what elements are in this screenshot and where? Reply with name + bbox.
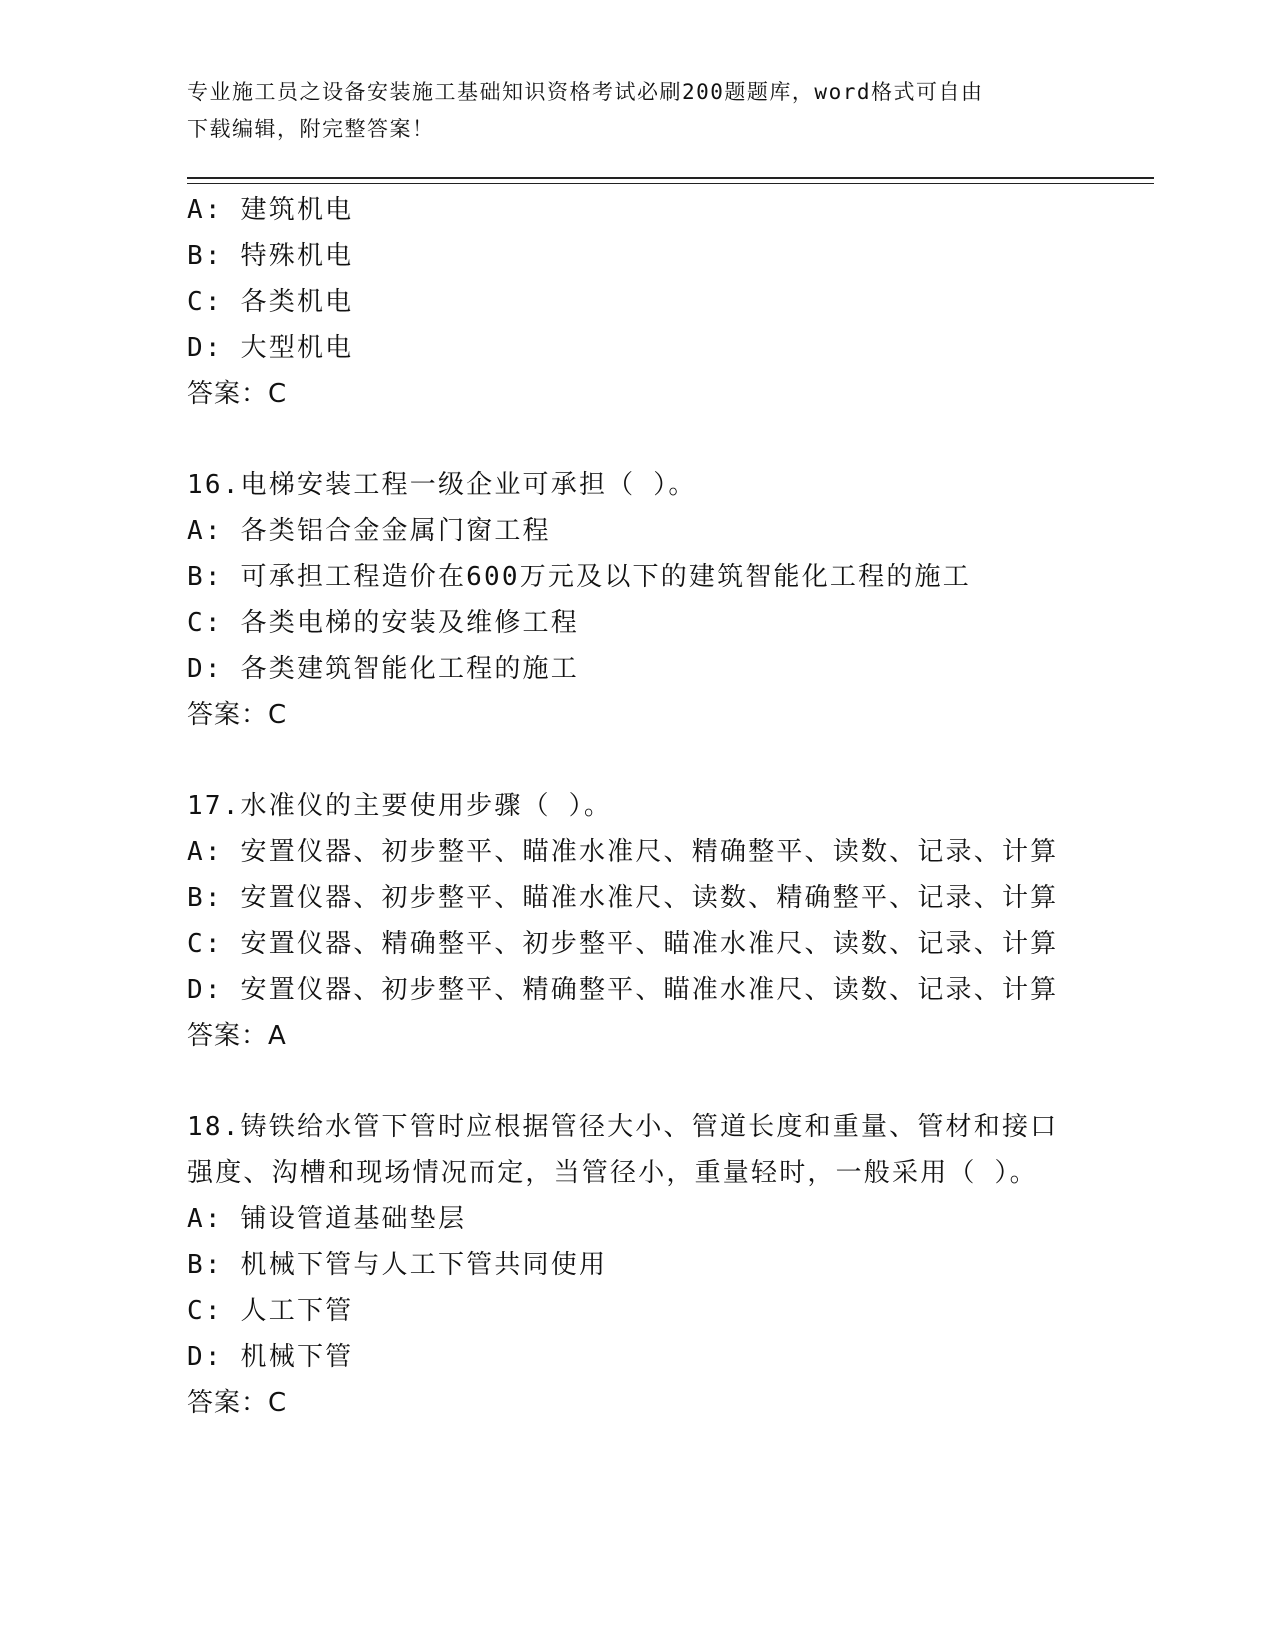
question-stem: 18.铸铁给水管下管时应根据管径大小、管道长度和重量、管材和接口 [187, 1112, 1059, 1142]
question-stem-continued: 强度、沟槽和现场情况而定，当管径小，重量轻时，一般采用（ ）。 [187, 1158, 1038, 1188]
option-a: A: 铺设管道基础垫层 [187, 1204, 467, 1234]
block-spacer [187, 417, 1087, 462]
option-b: B: 特殊机电 [187, 241, 354, 271]
header-line-1: 专业施工员之设备安装施工基础知识资格考试必刷200题题库，word格式可自由 [187, 80, 984, 104]
question-list [187, 187, 1087, 1426]
option-b: B: 可承担工程造价在600万元及以下的建筑智能化工程的施工 [187, 562, 971, 592]
option-b: B: 安置仪器、初步整平、瞄准水准尺、读数、精确整平、记录、计算 [187, 883, 1059, 913]
option-c: C: 人工下管 [187, 1296, 354, 1326]
option-d: D: 安置仪器、初步整平、精确整平、瞄准水准尺、读数、记录、计算 [187, 975, 1059, 1005]
option-a: A: 安置仪器、初步整平、瞄准水准尺、精确整平、读数、记录、计算 [187, 837, 1059, 867]
block-spacer [187, 738, 1087, 783]
header-divider-thick [187, 177, 1154, 179]
option-c: C: 各类机电 [187, 287, 354, 317]
option-b: B: 机械下管与人工下管共同使用 [187, 1250, 608, 1280]
block-spacer [187, 1059, 1087, 1104]
header-line-2: 下载编辑，附完整答案！ [187, 117, 435, 141]
option-a: A: 建筑机电 [187, 195, 354, 225]
option-d: D: 机械下管 [187, 1342, 354, 1372]
answer-line: 答案：A [187, 1021, 287, 1051]
question-block [187, 1104, 1087, 1426]
question-block [187, 783, 1087, 1059]
answer-line: 答案：C [187, 1388, 288, 1418]
question-stem: 16.电梯安装工程一级企业可承担（ ）。 [187, 470, 697, 500]
document-header [187, 74, 1067, 148]
option-c: C: 安置仪器、精确整平、初步整平、瞄准水准尺、读数、记录、计算 [187, 929, 1059, 959]
question-block [187, 187, 1087, 417]
question-stem: 17.水准仪的主要使用步骤（ ）。 [187, 791, 613, 821]
header-divider-thin [187, 183, 1154, 184]
answer-line: 答案：C [187, 379, 288, 409]
option-d: D: 大型机电 [187, 333, 354, 363]
answer-line: 答案：C [187, 700, 288, 730]
question-block [187, 462, 1087, 738]
option-c: C: 各类电梯的安装及维修工程 [187, 608, 579, 638]
option-a: A: 各类铝合金金属门窗工程 [187, 516, 551, 546]
option-d: D: 各类建筑智能化工程的施工 [187, 654, 579, 684]
